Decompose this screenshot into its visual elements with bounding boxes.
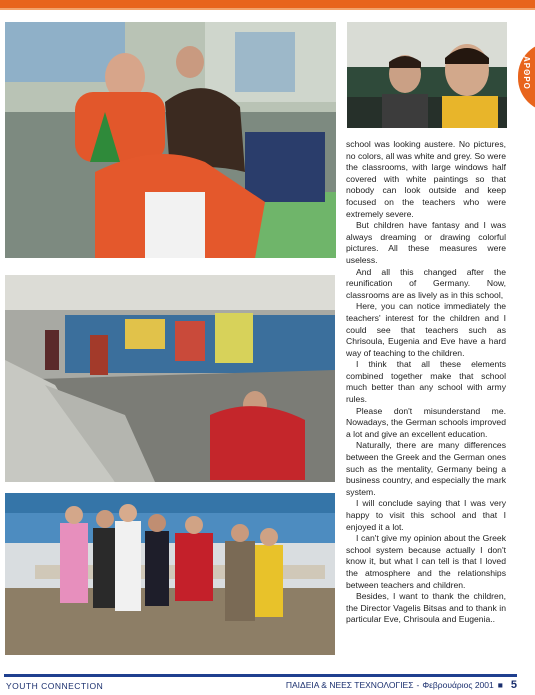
- article-paragraph: Naturally, there are many differences between the Greek and the German ones such as the mentality, Germany being a business country, and especially the mark system.: [346, 440, 506, 497]
- article-paragraph: I think that all these elements combined together make that school much better than any school with army rules.: [346, 359, 506, 405]
- footer-separator: ■: [497, 680, 503, 690]
- article-paragraph: I can't give my opinion about the Greek school system because actually I don't know it, but what I can tell is that I loved the atmosphere and the relationships between teachers and children.: [346, 533, 506, 590]
- footer-section-name: YOUTH CONNECTION: [6, 681, 104, 691]
- article-text-column: [346, 139, 506, 626]
- article-paragraph: Besides, I want to thank the children, the Director Vagelis Bitsas and to thank in particular Eve, Chrisoula and Eugenia..: [346, 591, 506, 625]
- photo-group-illustration: [5, 493, 335, 655]
- article-paragraph: Please don't misunderstand me. Nowadays, the German schools improved a lot and give an excellent education.: [346, 405, 506, 439]
- footer-publication-info: [286, 679, 517, 691]
- photo-children-crafting-illustration: [5, 22, 336, 258]
- article-paragraph: school was looking austere. No pictures, no colors, all was white and grey. So were the classrooms, with large windows half covered with white paintings so that nobody can look outside and keep focused on the teachers who were extremely severe.: [346, 139, 506, 219]
- section-tab: [518, 42, 535, 112]
- article-paragraph: But children have fantasy and I was always dreaming or drawing colorful pictures. All these measures were useless.: [346, 220, 506, 265]
- photo-children-crafting: [5, 22, 336, 258]
- article-paragraph: Here, you can notice immediately the teachers' interest for the children and I could see that teachers such as Chrisoula, Eugenia and Eve have a hard way of teaching to the children.: [346, 301, 506, 358]
- footer-magazine-title: ΠΑΙΔΕΙΑ & ΝΕΕΣ ΤΕΧΝΟΛΟΓΙΕΣ: [285, 680, 414, 690]
- photo-two-boys-illustration: [347, 22, 507, 128]
- article-paragraph: I will conclude saying that I was very happy to visit this school and that I enjoyed it a lot.: [346, 498, 506, 532]
- photo-group-children: [5, 493, 335, 655]
- section-tab-label: ΑΡΘΡΟ: [522, 56, 531, 90]
- footer-rule: [4, 674, 517, 677]
- photo-schoolyard-mural: [5, 275, 335, 482]
- footer-dash: -: [416, 680, 420, 690]
- top-accent-bar: [0, 0, 535, 8]
- photo-schoolyard-illustration: [5, 275, 335, 482]
- footer-date: Φεβρουάριος 2001: [422, 680, 494, 690]
- article-paragraph: And all this changed after the reunification of Germany. Now, classrooms are as lively as in this school,: [346, 266, 506, 300]
- top-accent-line: [0, 8, 535, 10]
- photo-two-boys: [347, 22, 507, 128]
- page-number: 5: [510, 679, 517, 691]
